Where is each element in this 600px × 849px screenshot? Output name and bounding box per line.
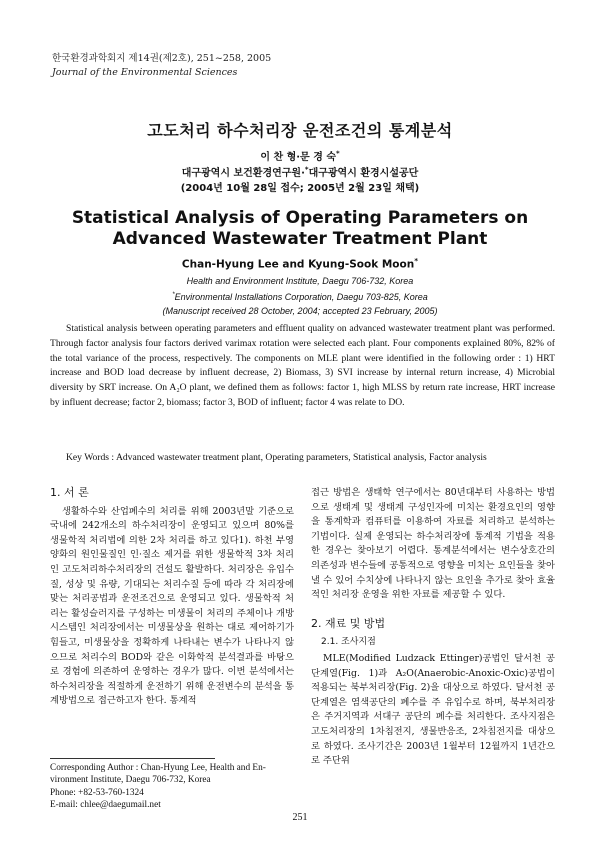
authors-english-mark: * bbox=[414, 256, 419, 265]
footnote-line-3: Phone: +82-53-760-1324 bbox=[50, 787, 144, 798]
abstract: Statistical analysis between operating parameters and effluent quality on advanced wastewater treatment plant was performed. Through factor analysis four factors derived varimax rotation were selected each plant. Four components explained 80%, 82% of the total variance of the process, respectively. The components on MLE plant were identified in the following order : 1) HRT increase and BOD load decrease by influent decrease, 2) Biomass, 3) SVI increase by internal return increase, 4) Microbial diversity by SRT increase. On A₂O plant, we defined them as follows: factor 1, high MLSS by return rate increase, HRT increase by influent decrease; factor 2, biomass; factor 3, BOD of influent; factor 4 was relate to DO. bbox=[50, 323, 555, 408]
authors-korean-names: 이 찬 형·문 경 숙 bbox=[260, 152, 336, 163]
authors-english bbox=[0, 256, 600, 271]
received-english: (Manuscript received 28 October, 2004; accepted 23 February, 2005) bbox=[162, 306, 438, 316]
keywords: Key Words : Advanced wastewater treatment plant, Operating parameters, Statistical analysis, Factor analysis bbox=[66, 452, 487, 463]
column-right bbox=[311, 486, 555, 769]
received-korean: (2004년 10월 28일 접수; 2005년 2월 23일 채택) bbox=[180, 183, 420, 194]
journal-citation-kr: 한국환경과학회지 제14권(제2호), 251~258, 2005 bbox=[52, 53, 272, 64]
title-english-line-1: Statistical Analysis of Operating Parameters on bbox=[71, 208, 529, 228]
footnote-rule bbox=[50, 758, 215, 759]
footnote-line-2: vironment Institute, Daegu 706-732, Korea bbox=[50, 775, 211, 786]
authors-english-names: Chan-Hyung Lee and Kyung-Sook Moon bbox=[181, 258, 415, 271]
authors-korean bbox=[0, 148, 600, 163]
section-1-heading: 1. 서 론 bbox=[50, 486, 89, 499]
affiliation-english-1: Health and Environment Institute, Daegu 706-732, Korea bbox=[186, 276, 414, 286]
affiliation-korean-mark: * bbox=[304, 165, 309, 174]
title-korean: 고도처리 하수처리장 운전조건의 통계분석 bbox=[147, 121, 453, 140]
affiliation-korean-1: 대구광역시 보건환경연구원· bbox=[181, 168, 305, 179]
affiliation-english-2-mark: * bbox=[172, 291, 175, 298]
authors-korean-mark: * bbox=[336, 149, 340, 158]
affiliation-english bbox=[0, 274, 600, 318]
column-left bbox=[50, 486, 294, 709]
footnote-line-1: Corresponding Author : Chan-Hyung Lee, Health and En- bbox=[50, 763, 266, 773]
section-2-1-paragraph: MLE(Modified Ludzack Ettinger)공법인 달서천 공단계열(Fig. 1)과 A₂O(Anaerobic-Anoxic-Oxic)공법이 적용되는 북부처리장(Fig. 2)을 대상으로 하였다. 달서천 공단계열은 염색공단의 폐수를 주 유입수로 하며, 북부처리장은 주거지역과 서대구 공단의 폐수를 처리한다. 조사지점은 고도처리장의 1차침전지, 생물반응조, 2차침전지를 대상으로 하였다. 조사기간은 2003년 1월부터 12월까지 1년간으로 주단위 bbox=[311, 652, 555, 767]
footnote-line-4: E-mail: chlee@daegumail.net bbox=[50, 800, 161, 811]
journal-header bbox=[52, 52, 271, 80]
page-number: 251 bbox=[292, 812, 308, 823]
section-2-1-heading: 2.1. 조사지점 bbox=[321, 637, 376, 648]
section-1-paragraph-left: 생활하수와 산업폐수의 처리를 위해 2003년말 기준으로 국내에 242개소의 하수처리장이 운영되고 있으며 80%를 생물학적 처리법에 의한 2차 처리를 하고 있다1). 하천 부영양화의 원인물질인 인·질소 제거를 위한 생물학적 3차 처리인 고도처리하수처리장의 건설도 활발하다. 처리장은 유입수질, 성상 및 유량, 기대되는 처리수질 등에 따라 각 처리장에 맞는 처리공법과 운전조건으로 운영되고 있다. 생물학적 처리는 활성슬러지를 구성하는 미생물이 처리의 주체이나 개방시스템인 처리장에서는 미생물상을 원하는 대로 제어하기가 힘들고, 미생물상을 정확하게 나타내는 변수가 나타나지 않으므로 처리수의 BOD와 같은 이화학적 분석결과를 바탕으로 경험에 의존하여 운영하는 경우가 많다. 이번 분석에서는 하수처리장을 적절하게 운전하기 위해 운전변수의 분석을 통계방법으로 접근하고자 한다. 통계적 bbox=[50, 505, 294, 707]
corresponding-author-footnote bbox=[50, 762, 300, 812]
section-1-paragraph-right: 접근 방법은 생태학 연구에서는 80년대부터 사용하는 방법으로 생태계 및 생태계 구성인자에 미치는 환경요인의 영향을 통계학과 컴퓨터를 이용하여 자료를 처리하고 분석하는 기법이다. 실제 운영되는 하수처리장에 통계적 기법을 적용한 경우는 찾아보기 어렵다. 통계분석에서는 변수상호간의 의존성과 변수들에 공통적으로 영향을 미치는 요인들을 찾아낼 수 있어 수치상에 나타나지 않는 요인을 추가로 찾아 효율적인 처리장 운영을 위한 자료를 제공할 수 있다. bbox=[311, 487, 555, 601]
affiliation-english-2 bbox=[0, 288, 600, 304]
affiliation-english-2-text: Environmental Installations Corporation, Daegu 703-825, Korea bbox=[174, 292, 428, 302]
title-english-line-2: Advanced Wastewater Treatment Plant bbox=[112, 229, 488, 249]
affiliation-korean bbox=[0, 164, 600, 179]
section-2-heading: 2. 재료 및 방법 bbox=[311, 616, 386, 630]
title-english bbox=[0, 208, 600, 250]
journal-name-en: Journal of the Environmental Sciences bbox=[52, 67, 238, 78]
affiliation-korean-2: 대구광역시 환경시설공단 bbox=[308, 168, 419, 179]
